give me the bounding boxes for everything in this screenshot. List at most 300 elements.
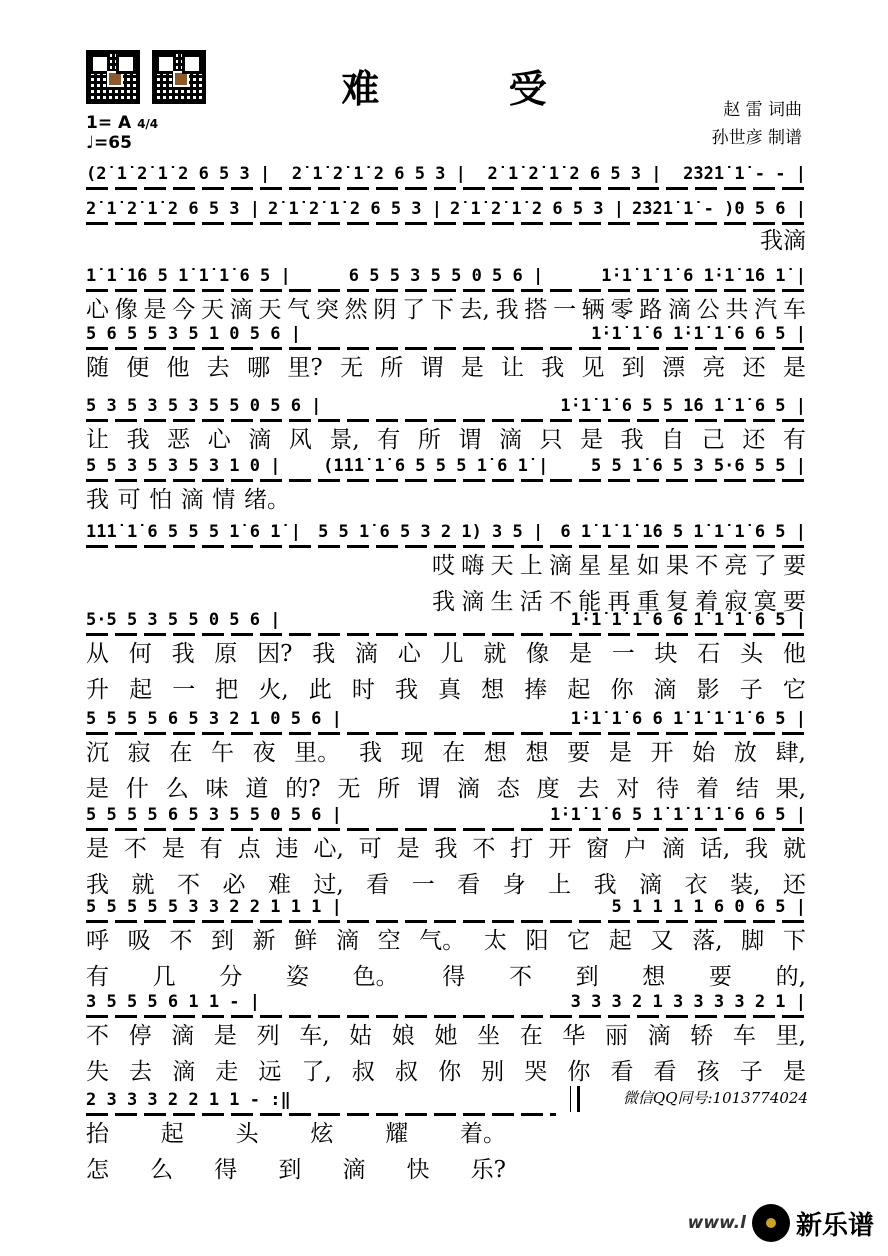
- lyric-char: 我: [394, 676, 418, 703]
- lyric-line: [86, 923, 806, 953]
- measure: 5 5 5 5 5 3 3 2 2 1 1 1 |: [86, 897, 342, 917]
- lyric-char: 要: [783, 588, 806, 615]
- lyric-char: 下: [430, 296, 454, 323]
- lyric-char: 不: [123, 835, 147, 862]
- lyric-char: 哎: [432, 552, 455, 579]
- lyric-char: 谓: [420, 354, 444, 381]
- lyric-char: 所: [417, 426, 441, 453]
- lyric-char: 始: [692, 739, 716, 766]
- measure: 2̇ 1̇ 2̇ 1̇ 2 6 5 3 |: [291, 164, 466, 184]
- lyric-char: 着: [696, 775, 719, 802]
- lyric-char: 活: [519, 588, 543, 615]
- measure: 2̇ 1̇ 2̇ 1̇ 2 6 5 3 |: [86, 199, 260, 219]
- lyric-char: 太: [483, 927, 507, 954]
- lyric-char: 滴: [498, 426, 522, 453]
- notation-line: [86, 801, 806, 829]
- measure: 1̇1̇1̇ 1̇ 6 5 5 5 1̇ 6 1̇ |: [86, 522, 301, 542]
- lyric-char: 升: [86, 676, 109, 703]
- lyric-char: 开: [548, 835, 572, 862]
- lyric-char: 娘: [391, 1022, 415, 1049]
- measure: 1̇·1̇ 1̇ 1̇ 6 1̇·1̇ 1̇6 1̇ |: [601, 266, 806, 286]
- lyric-char: 就: [131, 871, 155, 898]
- notation-line: [86, 518, 806, 546]
- lyric-char: 有: [199, 835, 223, 862]
- lyric-char: 就: [782, 835, 806, 862]
- lyric-char: 车: [732, 1022, 756, 1049]
- lyric-char: 姿: [285, 963, 309, 990]
- lyric-char: 姑: [349, 1022, 373, 1049]
- lyric-char: 阴: [373, 296, 397, 323]
- repeat-end-barline: [570, 1086, 580, 1112]
- lyric-char: 是: [396, 835, 420, 862]
- lyric-char: 了: [753, 552, 777, 579]
- lyric-char: 着: [695, 588, 719, 615]
- notation-line: [86, 705, 806, 733]
- lyric-char: 到: [278, 1156, 302, 1183]
- lyric-char: 辆: [581, 296, 605, 323]
- measure: 3 5 5 5 6 1 1 - |: [86, 992, 260, 1012]
- key-label: 1= A: [86, 113, 132, 133]
- lyric-line: [432, 548, 806, 578]
- lyric-char: 此: [308, 676, 332, 703]
- lyric-char: 肆,: [775, 739, 806, 766]
- lyric-char: 亮: [702, 354, 726, 381]
- lyric-line: [86, 223, 806, 253]
- notation-line: [86, 195, 806, 223]
- lyric-char: 在: [442, 739, 466, 766]
- measure: 2̇ 1̇ 2̇ 1̇ 2 6 5 3 |: [268, 199, 442, 219]
- lyric-char: 见: [581, 354, 605, 381]
- measure: 1̇ 1̇ 1̇6 5 1̇ 1̇ 1̇ 6 5 |: [86, 266, 291, 286]
- lyric-char: 脚: [741, 927, 765, 954]
- lyric-char: 失: [86, 1058, 109, 1085]
- lyric-line: [86, 1152, 506, 1182]
- lyric-char: 搭: [524, 296, 548, 323]
- lyric-char: 我: [312, 640, 336, 667]
- lyric-line: [86, 771, 806, 801]
- lyric-char: 嗨: [461, 552, 485, 579]
- lyric-char: 滴: [653, 676, 677, 703]
- measure: 1̇·1̇ 1̇ 6 5 5 1̇6 1̇ 1̇ 6 5 |: [560, 396, 806, 416]
- lyric-char: 还: [742, 426, 766, 453]
- lyric-char: 它: [782, 676, 806, 703]
- lyric-char: 不: [169, 927, 193, 954]
- lyric-char: 从: [86, 640, 109, 667]
- time-signature: 4/4: [137, 117, 159, 131]
- lyric-char: 身: [502, 871, 526, 898]
- lyric-line: [86, 735, 806, 765]
- lyric-char: 远: [258, 1058, 282, 1085]
- lyric-char: 天: [490, 552, 514, 579]
- lyric-char: 去: [576, 775, 600, 802]
- lyric-char: 走: [215, 1058, 239, 1085]
- lyric-char: 石: [697, 640, 721, 667]
- lyric-char: 落,: [692, 927, 723, 954]
- lyric-char: 有: [86, 963, 109, 990]
- lyric-char: 就: [483, 640, 507, 667]
- lyric-char: 看: [610, 1058, 634, 1085]
- lyric-char: 路: [639, 296, 663, 323]
- lyric-char: 心,: [313, 835, 344, 862]
- lyric-char: 一: [172, 676, 196, 703]
- lyric-char: 原: [214, 640, 238, 667]
- measure: 5 6 5 5 3 5 1 0 5 6 |: [86, 324, 301, 344]
- measure: 6 5 5 3 5 5 0 5 6 |: [348, 266, 544, 286]
- lyric-char: 想: [483, 739, 507, 766]
- lyric-char: 我: [86, 871, 109, 898]
- lyric-char: 里,: [775, 1022, 806, 1049]
- lyric-char: 到: [210, 927, 234, 954]
- lyric-char: 心: [397, 640, 421, 667]
- lyric-char: 味: [205, 775, 229, 802]
- notation-line: [86, 452, 806, 480]
- lyric-char: 是: [161, 835, 185, 862]
- lyric-char: 不: [472, 835, 496, 862]
- lyric-char: 把: [215, 676, 239, 703]
- lyric-char: 有: [377, 426, 401, 453]
- lyric-char: 停: [128, 1022, 152, 1049]
- measure: 2̇3̇2̇1̇ 1̇ - - |: [683, 164, 806, 184]
- lyric-char: 看: [653, 1058, 677, 1085]
- lyric-char: 寂: [127, 739, 151, 766]
- lyric-char: 起: [129, 676, 153, 703]
- lyric-char: 捧: [524, 676, 548, 703]
- lyric-char: 叔: [394, 1058, 418, 1085]
- record-disc-icon: [752, 1204, 790, 1242]
- measure: (1̇1̇1̇ 1̇ 6 5 5 5 1̇ 6 1̇ |: [323, 456, 549, 476]
- lyric-char: 几: [152, 963, 176, 990]
- lyric-char: 对: [616, 775, 640, 802]
- lyric-char: 看: [457, 871, 481, 898]
- lyric-char: 能: [578, 588, 602, 615]
- lyric-char: 火,: [258, 676, 289, 703]
- lyric-char: 头: [740, 640, 764, 667]
- lyric-char: 我: [593, 871, 617, 898]
- lyric-char: 可: [358, 835, 382, 862]
- lyric-char: 我: [432, 588, 455, 615]
- lyric-char: 坐: [477, 1022, 501, 1049]
- lyric-char: 块: [654, 640, 678, 667]
- lyric-char: 果: [666, 552, 689, 579]
- measure: 2̇ 1̇ 2̇ 1̇ 2 6 5 3 |: [450, 199, 624, 219]
- lyric-line: [86, 350, 806, 380]
- site-logo: [688, 1204, 874, 1242]
- lyric-char: 无: [337, 775, 361, 802]
- lyric-char: 的,: [775, 963, 806, 990]
- lyric-char: 谓: [417, 775, 441, 802]
- lyric-char: 寞: [753, 588, 777, 615]
- lyric-char: 我: [760, 227, 783, 254]
- song-title: 难 受: [341, 66, 605, 111]
- lyric-char: 我: [358, 739, 382, 766]
- lyric-char: 子: [739, 676, 763, 703]
- lyric-char: 滴: [342, 1156, 366, 1183]
- lyric-char: 复: [666, 588, 689, 615]
- measure: (2̇ 1̇ 2̇ 1̇ 2 6 5 3 |: [86, 164, 271, 184]
- notation-line: [86, 893, 806, 921]
- lyric-char: 绪。: [243, 486, 290, 513]
- lyric-char: 要: [783, 552, 806, 579]
- lyric-line: [86, 831, 806, 861]
- lyric-char: 阳: [525, 927, 549, 954]
- lyric-char: 分: [219, 963, 243, 990]
- lyric-char: 子: [739, 1058, 763, 1085]
- lyric-char: 己: [701, 426, 725, 453]
- lyric-char: 果,: [775, 775, 806, 802]
- lyric-char: 何: [128, 640, 152, 667]
- lyric-char: 点: [237, 835, 261, 862]
- lyric-char: 只: [539, 426, 563, 453]
- measure: 5 5 3 5 3 5 3 1 0 |: [86, 456, 281, 476]
- lyric-char: 滴: [335, 927, 359, 954]
- lyric-char: 我: [434, 835, 458, 862]
- lyric-char: 像: [114, 296, 138, 323]
- lyric-char: 你: [438, 1058, 462, 1085]
- lyric-char: 想: [481, 676, 505, 703]
- lyric-char: 不: [508, 963, 532, 990]
- site-url-prefix: www.l: [687, 1213, 746, 1233]
- lyric-char: 共: [725, 296, 749, 323]
- lyric-char: 车: [782, 296, 806, 323]
- lyric-char: 你: [567, 1058, 591, 1085]
- lyric-char: 让: [86, 426, 109, 453]
- lyric-char: 还: [742, 354, 766, 381]
- lyric-char: 不: [549, 588, 572, 615]
- lyric-char: 漂: [662, 354, 686, 381]
- lyric-char: 待: [656, 775, 680, 802]
- lyric-char: 重: [636, 588, 660, 615]
- lyric-char: 是: [568, 640, 592, 667]
- lyric-char: 风: [288, 426, 312, 453]
- lyric-char: 去,: [459, 296, 490, 323]
- measure: 5 3 5 3 5 3 5 5 0 5 6 |: [86, 396, 322, 416]
- lyric-char: 去: [129, 1058, 153, 1085]
- lyric-char: 呼: [86, 927, 109, 954]
- lyric-char: 过,: [313, 871, 344, 898]
- lyric-line: [86, 1116, 506, 1146]
- measure: 1̇·1̇ 1̇ 6 5 1̇ 1̇ 1̇ 1̇ 6 6 5 |: [550, 805, 806, 825]
- lyric-char: 在: [169, 739, 193, 766]
- lyric-char: 让: [501, 354, 524, 381]
- lyric-char: 得: [214, 1156, 238, 1183]
- lyric-char: 所: [380, 354, 404, 381]
- lyric-char: 滴: [229, 296, 253, 323]
- key-signature: [86, 113, 158, 133]
- lyric-char: 滴: [549, 552, 572, 579]
- lyric-char: 我: [745, 835, 769, 862]
- lyric-char: 的?: [285, 775, 321, 802]
- lyric-char: 滴: [171, 1022, 195, 1049]
- lyric-char: 是: [213, 1022, 237, 1049]
- lyric-char: 零: [610, 296, 634, 323]
- lyric-char: 别: [481, 1058, 505, 1085]
- arranger-credit: 孙世彦 制谱: [711, 128, 802, 148]
- lyric-char: 了: [402, 296, 426, 323]
- lyric-char: 起: [567, 676, 591, 703]
- measure: 5·5 5 3 5 5 0 5 6 |: [86, 610, 281, 630]
- lyric-char: 公: [696, 296, 720, 323]
- lyric-char: 哪: [247, 354, 271, 381]
- measure: 5 1 1 1 1 6 0 6 5 |: [611, 897, 806, 917]
- lyric-char: 所: [377, 775, 401, 802]
- lyric-char: 下: [782, 927, 806, 954]
- lyric-char: 恶: [167, 426, 191, 453]
- lyric-char: 情: [212, 486, 236, 513]
- lyric-char: 现: [400, 739, 424, 766]
- lyric-char: 汽: [754, 296, 778, 323]
- lyric-char: 头: [235, 1120, 259, 1147]
- lyric-line: [86, 1054, 806, 1084]
- measure: 5 5 5 5 6 5 3 2 1 0 5 6 |: [86, 709, 342, 729]
- lyric-char: 吸: [127, 927, 151, 954]
- lyric-char: 影: [696, 676, 720, 703]
- lyric-char: 违: [275, 835, 299, 862]
- brand-name: 新乐谱: [795, 1210, 874, 1241]
- lyric-char: 结: [735, 775, 759, 802]
- lyric-char: 窗: [586, 835, 610, 862]
- lyric-char: 如: [636, 552, 660, 579]
- lyric-char: 像: [526, 640, 550, 667]
- lyric-char: 因?: [257, 640, 293, 667]
- lyric-char: 怕: [149, 486, 173, 513]
- lyric-char: 是: [86, 775, 109, 802]
- lyric-char: 滴: [355, 640, 379, 667]
- lyric-char: 列: [256, 1022, 280, 1049]
- lyric-char: 了,: [301, 1058, 332, 1085]
- lyric-char: 无: [339, 354, 363, 381]
- lyric-char: 是: [460, 354, 484, 381]
- notation-line: [86, 988, 806, 1016]
- lyric-char: 我: [541, 354, 565, 381]
- lyric-char: 滴: [180, 486, 204, 513]
- lyric-char: 滴: [639, 871, 663, 898]
- lyric-char: 我: [171, 640, 195, 667]
- lyric-char: 你: [610, 676, 634, 703]
- lyric-char: 气。: [419, 927, 466, 954]
- lyric-char: 必: [222, 871, 246, 898]
- lyric-char: 快: [406, 1156, 430, 1183]
- beam-underline: [86, 187, 806, 190]
- measure: 6 1̇ 1̇ 1̇ 1̇6 5 1̇ 1̇ 1̇ 6 5 |: [560, 522, 806, 542]
- notation-line: [86, 262, 806, 290]
- measure: 2̇3̇2̇1̇ 1̇ - )0 5 6 |: [632, 199, 806, 219]
- measure: 2̇ 1̇ 2̇ 1̇ 2 6 5 3 |: [487, 164, 662, 184]
- lyric-char: 去: [206, 354, 230, 381]
- lyric-char: 装,: [730, 871, 761, 898]
- notation-line: [86, 392, 806, 420]
- lyric-char: 还: [782, 871, 806, 898]
- lyric-char: 滴: [661, 835, 685, 862]
- lyric-char: 鲜: [294, 927, 318, 954]
- lyric-char: 景,: [329, 426, 360, 453]
- lyric-char: 谓: [458, 426, 482, 453]
- lyric-char: 在: [519, 1022, 543, 1049]
- lyric-char: 心: [207, 426, 231, 453]
- lyric-char: 生: [490, 588, 514, 615]
- lyric-char: 不: [695, 552, 719, 579]
- measure: 5 5 1̇ 6 5 3 5·6 5 5 |: [591, 456, 806, 476]
- lyric-char: 夜: [252, 739, 276, 766]
- lyric-char: 起: [160, 1120, 184, 1147]
- lyric-char: 沉: [86, 739, 109, 766]
- lyric-char: 它: [567, 927, 591, 954]
- lyric-char: 么: [150, 1156, 174, 1183]
- lyric-char: 我: [86, 486, 109, 513]
- lyric-char: 一: [553, 296, 577, 323]
- lyric-char: 要: [708, 963, 732, 990]
- lyric-char: 要: [567, 739, 591, 766]
- lyric-char: 放: [733, 739, 757, 766]
- lyric-char: 我: [495, 296, 519, 323]
- lyric-char: 耀: [385, 1120, 409, 1147]
- lyric-char: 是: [86, 835, 109, 862]
- lyric-char: 不: [86, 1022, 109, 1049]
- lyric-char: 一: [611, 640, 635, 667]
- lyric-char: 想: [642, 963, 666, 990]
- lyric-char: 空: [377, 927, 401, 954]
- lyric-char: 哭: [524, 1058, 548, 1085]
- lyric-char: 抬: [86, 1120, 109, 1147]
- lyric-char: 丽: [605, 1022, 628, 1049]
- measure: 3 3 3 2 1 3 3 3 3 2 1 |: [570, 992, 806, 1012]
- lyric-char: 又: [650, 927, 674, 954]
- lyric-char: 滴: [647, 1022, 671, 1049]
- tempo-marking: ♩=65: [86, 133, 132, 153]
- lyric-char: 是: [143, 296, 167, 323]
- notation-line: [86, 606, 806, 634]
- lyric-char: 打: [510, 835, 534, 862]
- lyric-char: 滴: [668, 296, 691, 323]
- lyric-char: 亮: [724, 552, 748, 579]
- lyric-char: 上: [548, 871, 572, 898]
- lyric-char: 轿: [690, 1022, 714, 1049]
- lyricist-credit: 赵 雷 词曲: [723, 100, 802, 120]
- lyric-char: 我: [620, 426, 644, 453]
- measure: 5 5 5 5 6 5 3 5 5 0 5 6 |: [86, 805, 342, 825]
- lyric-char: 着。: [459, 1120, 506, 1147]
- lyric-char: 是: [782, 1058, 806, 1085]
- lyric-char: 道: [245, 775, 269, 802]
- lyric-char: 突: [315, 296, 339, 323]
- lyric-char: 度: [536, 775, 560, 802]
- lyric-char: 滴: [456, 775, 480, 802]
- lyric-char: 再: [607, 588, 631, 615]
- lyric-char: 么: [165, 775, 189, 802]
- lyric-char: 色。: [352, 963, 399, 990]
- lyric-char: 是: [782, 354, 806, 381]
- lyric-char: 滴: [783, 227, 806, 254]
- lyric-char: 户: [624, 835, 647, 862]
- lyric-char: 随: [86, 354, 109, 381]
- lyric-char: 里?: [287, 354, 323, 381]
- lyric-char: 天: [200, 296, 224, 323]
- lyric-char: 想: [525, 739, 549, 766]
- lyric-char: 我: [126, 426, 150, 453]
- lyric-char: 叔: [351, 1058, 375, 1085]
- lyric-char: 里。: [294, 739, 341, 766]
- lyric-char: 话,: [699, 835, 731, 862]
- lyric-char: 星: [607, 552, 631, 579]
- lyric-char: 起: [608, 927, 632, 954]
- lyric-char: 星: [578, 552, 602, 579]
- measure: 1̇·1̇ 1̇ 1̇ 6 6 1̇ 1̇ 1̇ 6 5 |: [570, 610, 806, 630]
- lyric-char: 新: [252, 927, 276, 954]
- lyric-char: 便: [126, 354, 150, 381]
- lyric-char: 态: [496, 775, 520, 802]
- lyric-line: [86, 482, 290, 512]
- lyric-char: 到: [621, 354, 645, 381]
- lyric-char: 怎: [86, 1156, 109, 1183]
